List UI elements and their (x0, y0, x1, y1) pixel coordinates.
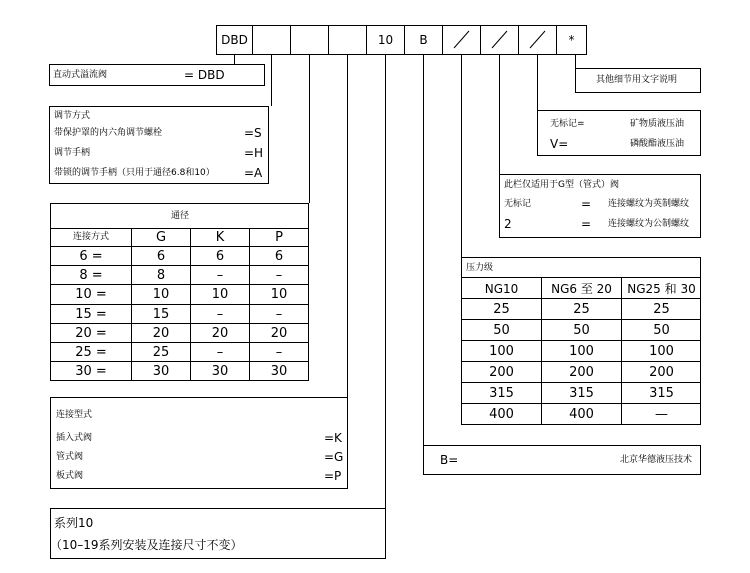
connection-item-code: =P (324, 469, 342, 483)
bore-cell: 15 = (75, 307, 107, 322)
adjust-item-code: =H (244, 146, 264, 160)
thread-item-eq: = (581, 217, 592, 231)
bore-cell: 10 = (75, 287, 107, 302)
bore-cell: 30 (211, 364, 229, 379)
bore-header-cell: 连接方式 (72, 232, 109, 242)
adjust-item-label: 带锁的调节手柄（只用于通径6.8和10） (54, 168, 215, 178)
media-item-label: 无标记= (550, 119, 585, 129)
bore-cell: 20 (211, 326, 229, 341)
connection-title: 连接型式 (56, 410, 93, 420)
bore-cell: 25 = (75, 345, 107, 360)
bore-cell: 30 (270, 364, 288, 379)
pressure-cell: — (655, 407, 668, 422)
adjust-item-code: =A (244, 166, 263, 180)
thread-item-label: 2 (504, 217, 512, 231)
bore-header-cell: G (155, 230, 167, 245)
media-item-desc: 矿物质液压油 (630, 119, 685, 129)
code-cell-series: 10 (377, 33, 394, 47)
code-cell-type: DBD (221, 33, 248, 47)
bore-cell: 8 (156, 268, 166, 283)
media-item-label: V= (550, 137, 569, 151)
pressure-cell: 200 (569, 365, 594, 380)
pressure-cell: 200 (489, 365, 514, 380)
bore-header-cell: K (215, 230, 225, 245)
pressure-cell: 200 (649, 365, 674, 380)
bore-cell: 6 (215, 249, 225, 264)
bore-cell: 10 (270, 287, 288, 302)
bore-cell: 25 (152, 345, 170, 360)
pressure-header-cell: NG25 和 30 (627, 282, 696, 296)
thread-item-desc: 连接螺纹为公制螺纹 (608, 219, 690, 229)
other-label: 其他细节用文字说明 (596, 75, 678, 85)
adjust-item-label: 调节手柄 (54, 148, 91, 158)
bore-cell: – (275, 345, 283, 360)
maker-name: 北京华德液压技术 (620, 455, 693, 465)
pressure-header-cell: NG6 至 20 (551, 282, 612, 296)
bore-title: 通径 (170, 211, 189, 221)
bore-cell: – (216, 345, 224, 360)
pressure-cell: 100 (489, 344, 514, 359)
adjust-item-label: 带保护罩的内六角调节螺栓 (54, 128, 163, 138)
bore-cell: – (216, 268, 224, 283)
connection-item-label: 管式阀 (56, 452, 84, 462)
pressure-cell: 100 (569, 344, 594, 359)
pressure-cell: 400 (489, 407, 514, 422)
thread-title: 此栏仅适用于G型（管式）阀 (504, 180, 619, 190)
bore-cell: 6 (274, 249, 284, 264)
pressure-cell: 25 (653, 302, 670, 317)
adjust-title: 调节方式 (54, 111, 91, 121)
pressure-header-cell: NG10 (484, 282, 519, 296)
bore-header-cell: P (275, 230, 283, 245)
bore-cell: 30 = (75, 364, 107, 379)
pressure-title: 压力级 (466, 263, 494, 273)
code-slashes (454, 31, 545, 48)
code-cell-maker: B (419, 33, 428, 47)
connection-item-label: 插入式阀 (56, 433, 93, 443)
pressure-cell: 50 (573, 323, 590, 338)
bore-cell: 20 (270, 326, 288, 341)
bore-cell: 10 (211, 287, 229, 302)
pressure-cell: 50 (653, 323, 670, 338)
bore-cell: 20 = (75, 326, 107, 341)
product-value: = DBD (184, 68, 225, 82)
bore-cell: – (275, 268, 283, 283)
series-line1: 系列10 (54, 516, 94, 530)
maker-label: B= (440, 453, 459, 467)
pressure-cell: 50 (493, 323, 510, 338)
bore-cell: 6 (156, 249, 166, 264)
series-line2: （10–19系列安装及连接尺寸不变） (50, 538, 243, 552)
pressure-cell: 315 (569, 386, 594, 401)
pressure-cell: 315 (649, 386, 674, 401)
thread-item-eq: = (581, 197, 592, 211)
product-label: 直动式溢流阀 (53, 70, 108, 80)
bore-cell: – (275, 307, 283, 322)
bore-cell: 15 (152, 307, 170, 322)
bore-cell: – (216, 307, 224, 322)
media-item-desc: 磷酸酯液压油 (630, 139, 685, 149)
connection-item-code: =K (324, 431, 342, 445)
bore-cell: 10 (152, 287, 170, 302)
thread-item-label: 无标记 (504, 199, 532, 209)
thread-item-desc: 连接螺纹为英制螺纹 (608, 199, 690, 209)
pressure-cell: 25 (493, 302, 510, 317)
pressure-cell: 315 (489, 386, 514, 401)
pressure-cell: 100 (649, 344, 674, 359)
bore-cell: 6 = (79, 249, 103, 264)
pressure-cell: 25 (573, 302, 590, 317)
connection-item-label: 板式阀 (56, 471, 84, 481)
code-cell-other: * (568, 33, 575, 47)
pressure-cell: 400 (569, 407, 594, 422)
bore-cell: 8 = (79, 268, 103, 283)
connection-item-code: =G (324, 450, 344, 464)
bore-cell: 20 (152, 326, 170, 341)
bore-cell: 30 (152, 364, 170, 379)
adjust-item-code: =S (244, 126, 262, 140)
